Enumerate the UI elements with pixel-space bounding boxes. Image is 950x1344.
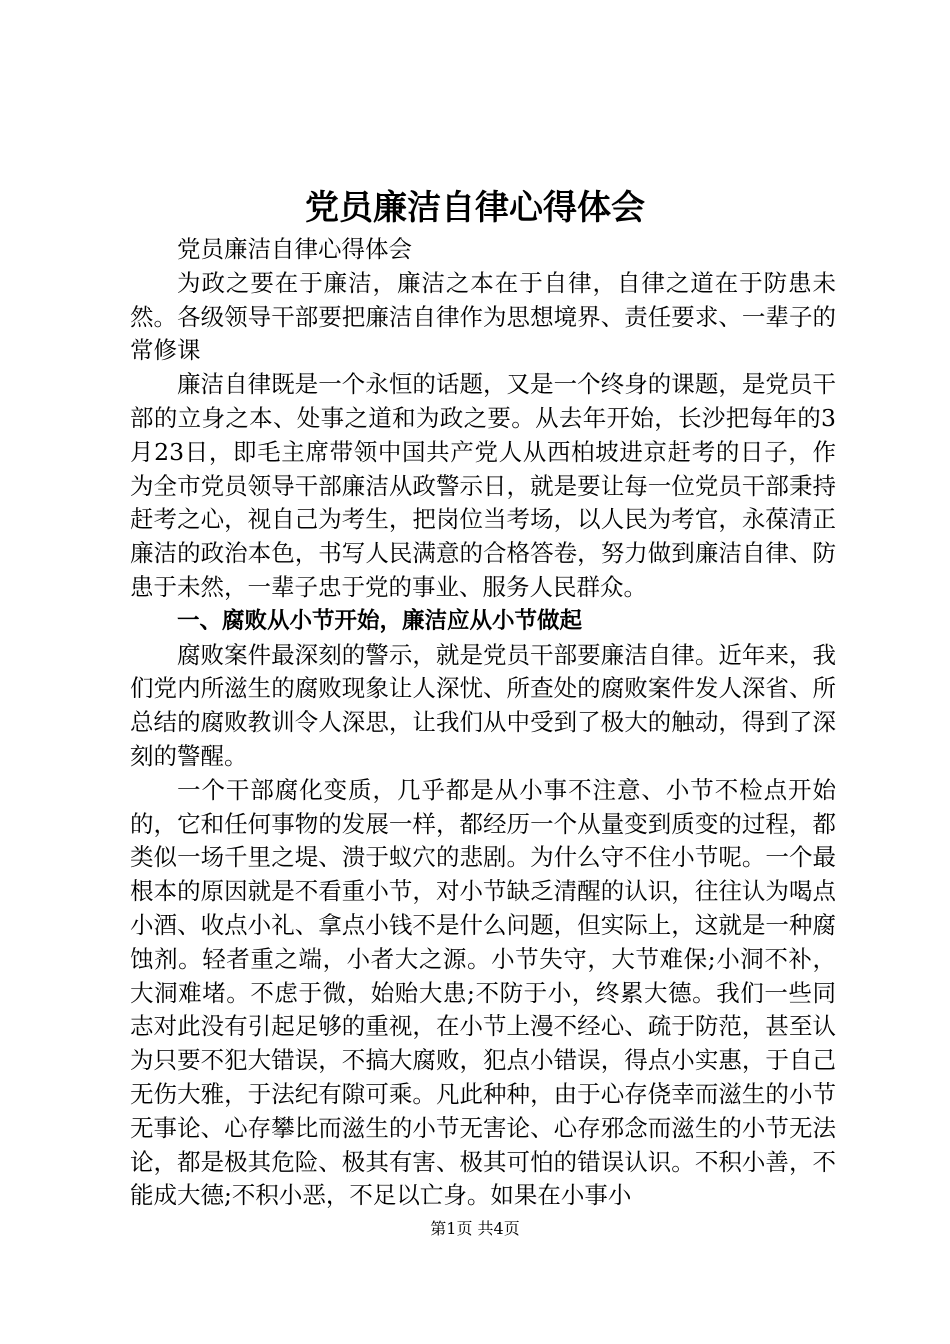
body-paragraph: 腐败案件最深刻的警示，就是党员干部要廉洁自律。近年来，我们党内所滋生的腐败现象让人深忧、所查处的腐败案件发人深省、所总结的腐败教训令人深思，让我们从中受到了极大的触动，得到了深刻的警醒。 <box>130 640 836 770</box>
document-title: 党员廉洁自律心得体会 <box>305 188 645 228</box>
page-footer: 第1页 共4页 <box>430 1219 520 1238</box>
body-paragraph: 为政之要在于廉洁，廉洁之本在于自律，自律之道在于防患未然。各级领导干部要把廉洁自律作为思想境界、责任要求、一辈子的常修课 <box>130 268 836 365</box>
body-paragraph: 廉洁自律既是一个永恒的话题，又是一个终身的课题，是党员干部的立身之本、处事之道和为政之要。从去年开始，长沙把每年的3月23日，即毛主席带领中国共产党人从西柏坡进京赶考的日子，作为全市党员领导干部廉洁从政警示日，就是要让每一位党员干部秉持赶考之心，视自己为考生，把岗位当考场，以人民为考官，永葆清正廉洁的政治本色，书写人民满意的合格答卷，努力做到廉洁自律、防患于未然，一辈子忠于党的事业、服务人民群众。 <box>130 370 836 601</box>
document-body <box>130 233 836 1213</box>
body-paragraph: 一个干部腐化变质，几乎都是从小事不注意、小节不检点开始的，它和任何事物的发展一样，都经历一个从量变到质变的过程，都类似一场千里之堤、溃于蚁穴的悲剧。为什么守不住小节呢。一个最根本的原因就是不看重小节，对小节缺乏清醒的认识，往往认为喝点小酒、收点小礼、拿点小钱不是什么问题，但实际上，这就是一种腐蚀剂。轻者重之端，小者大之源。小节失守，大节难保;小洞不补，大洞难堵。不虑于微，始贻大患;不防于小，终累大德。我们一些同志对此没有引起足够的重视，在小节上漫不经心、疏于防范，甚至认为只要不犯大错误，不搞大腐败，犯点小错误，得点小实惠，于自己无伤大雅，于法纪有隙可乘。凡此种种，由于心存侥幸而滋生的小节无事论、心存攀比而滋生的小节无害论、心存邪念而滋生的小节无法论，都是极其危险、极其有害、极其可怕的错误认识。不积小善，不能成大德;不积小恶，不足以亡身。如果在小事小 <box>130 775 836 1210</box>
section-heading: 一、腐败从小节开始，廉洁应从小节做起 <box>177 607 583 634</box>
body-paragraph-subtitle: 党员廉洁自律心得体会 <box>177 235 412 263</box>
